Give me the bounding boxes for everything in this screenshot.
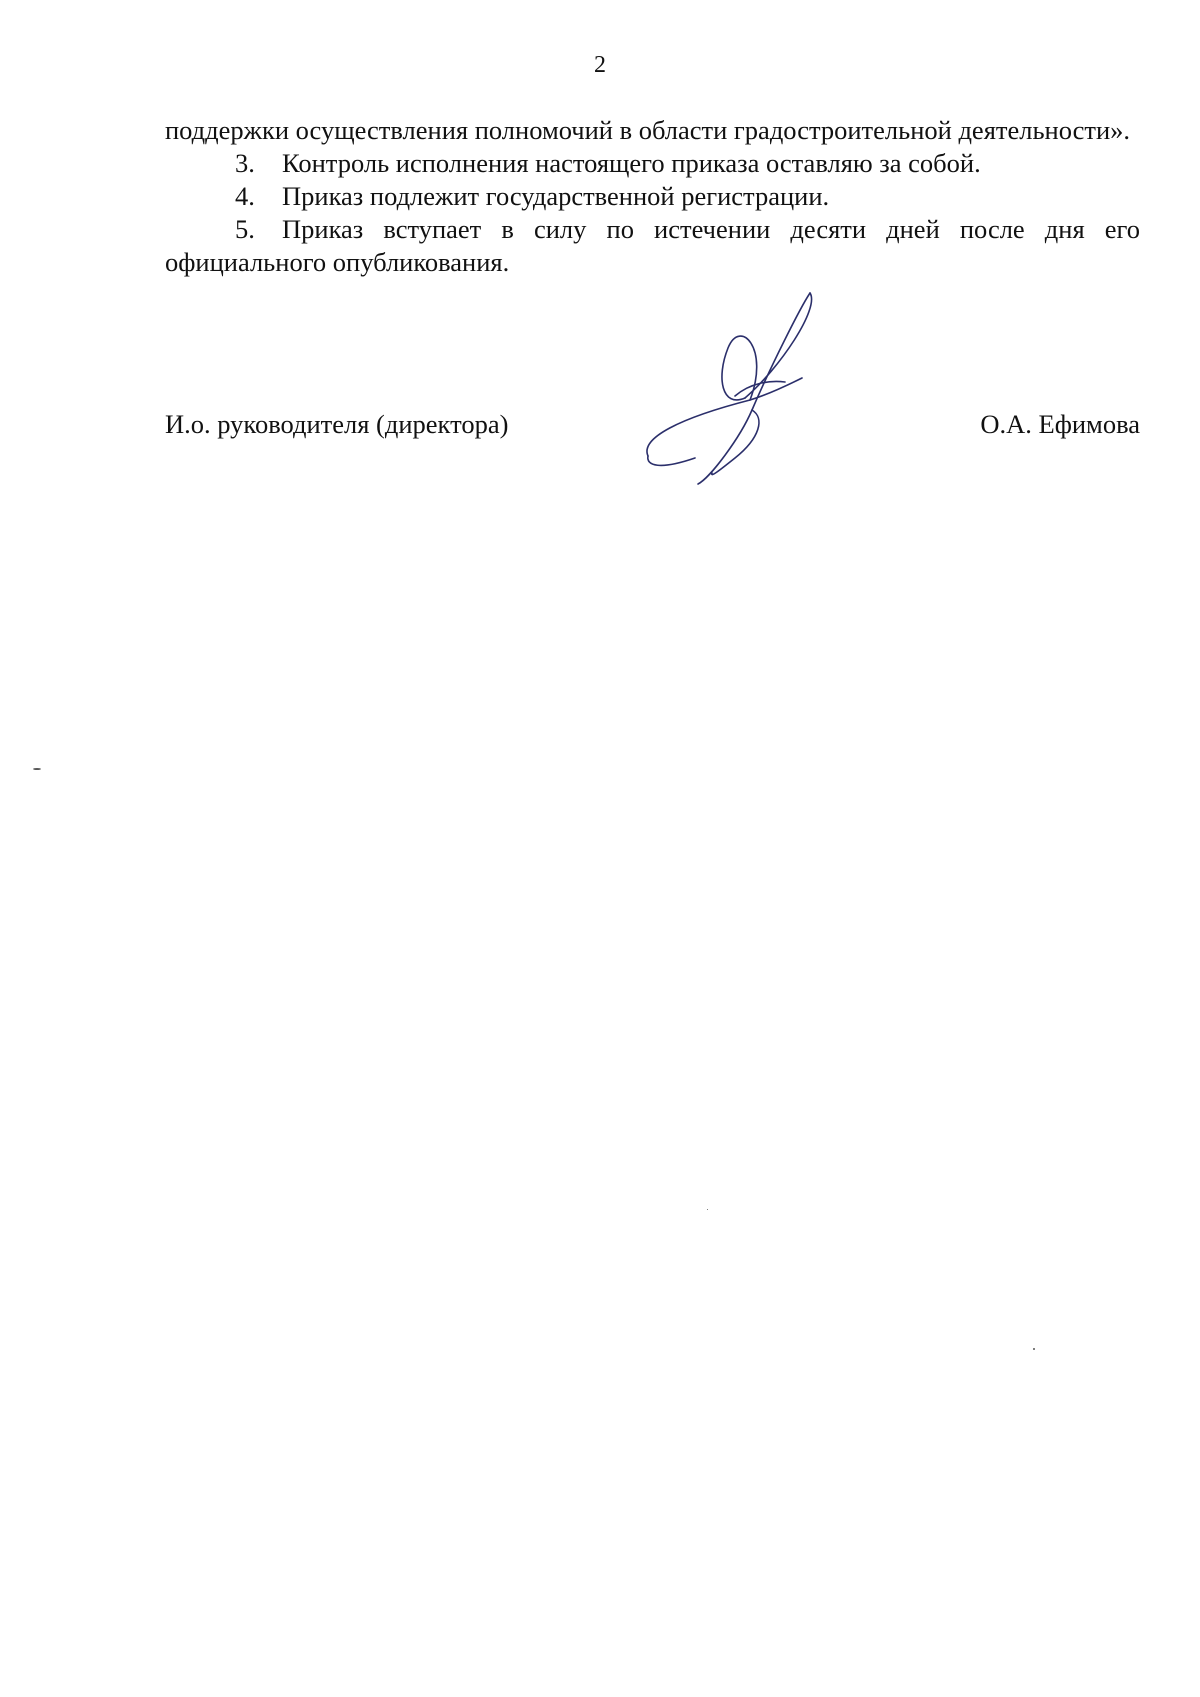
signatory-role: И.о. руководителя (директора) [165,409,509,439]
scan-speck [1033,1348,1035,1350]
scan-speck [33,768,41,770]
document-body [165,114,1140,279]
item-text: Контроль исполнения настоящего приказа оставляю за собой. [282,148,981,178]
page-number: 2 [594,52,606,78]
item-number: 4. [235,181,255,211]
handwritten-signature [640,288,830,488]
item-text: Приказ подлежит государственной регистрации. [282,181,830,211]
item-number: 5. [235,214,255,244]
list-item [165,147,1140,180]
scan-speck [707,1209,708,1210]
list-item [165,213,1140,279]
list-item [165,180,1140,213]
continuation-paragraph: поддержки осуществления полномочий в области градостроительной деятельности». [165,115,1131,145]
item-text: Приказ вступает в силу по истечении десяти дней после дня его официального опубликования. [165,214,1140,277]
item-number: 3. [235,148,255,178]
signatory-name: О.А. Ефимова [980,409,1140,439]
